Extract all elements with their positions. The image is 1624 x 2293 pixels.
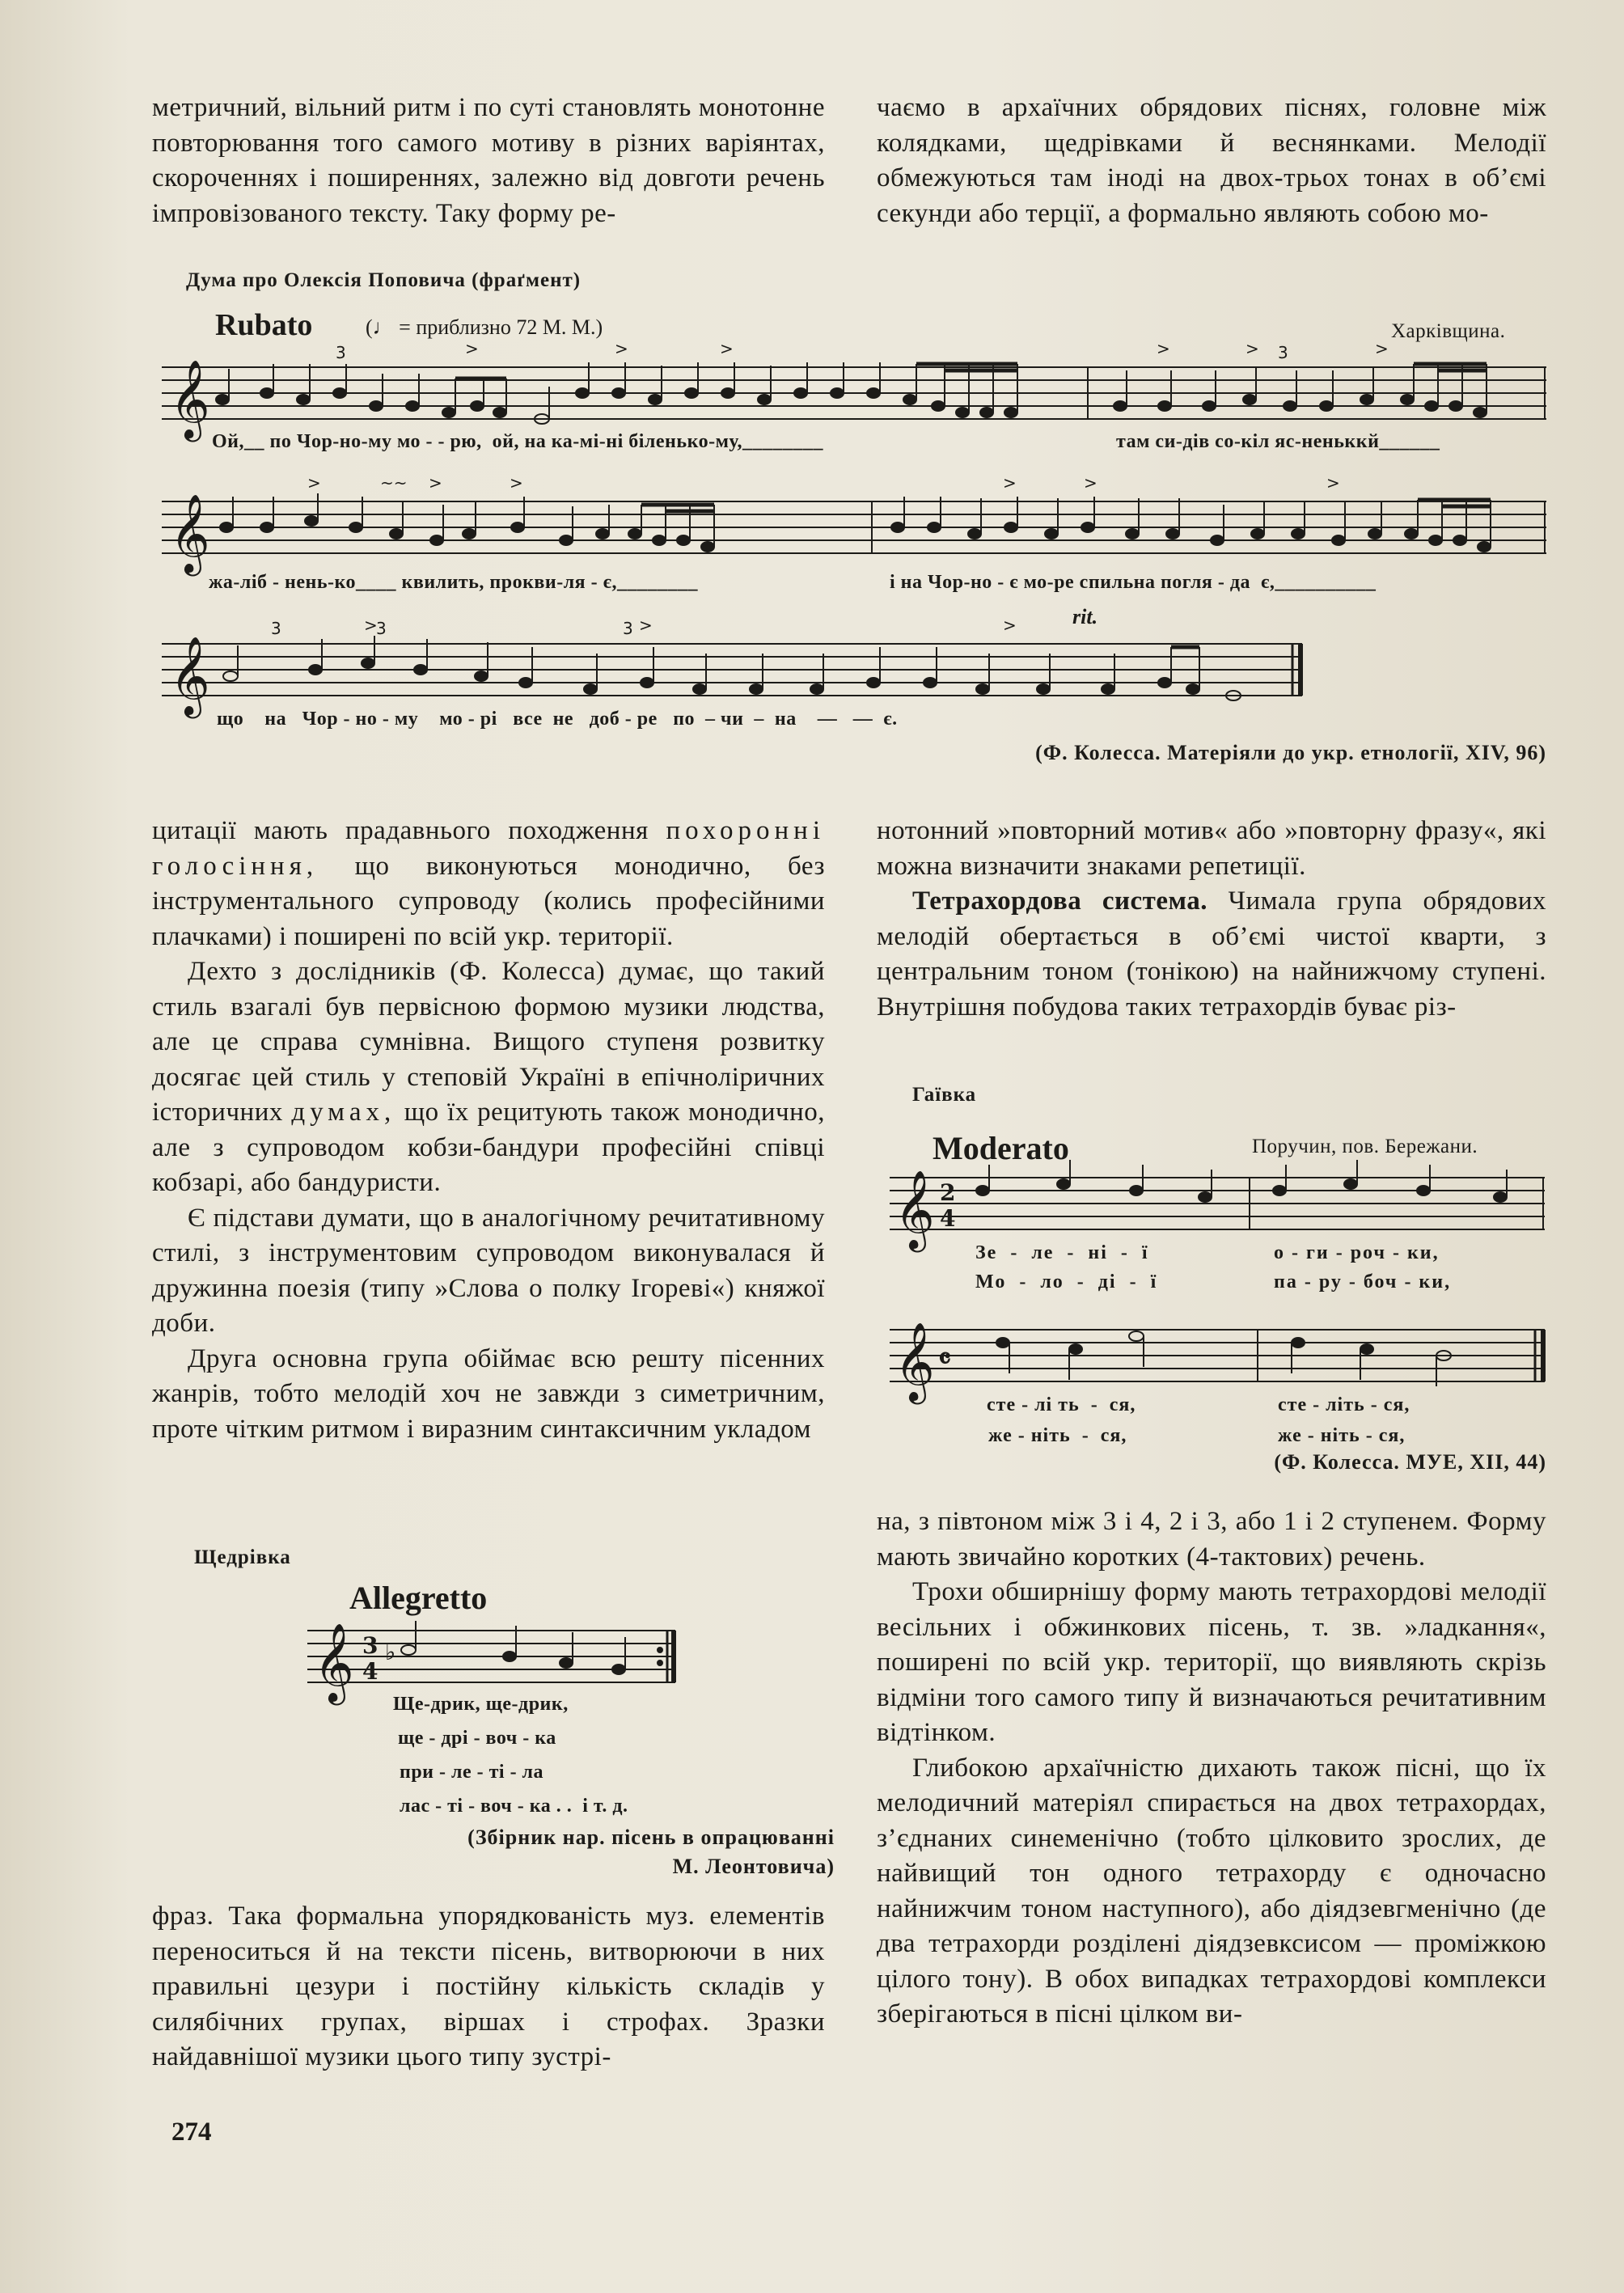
- lyrics-line: Ще-дрик, ще-дрик,: [393, 1694, 569, 1715]
- treble-clef-icon: 𝄞: [894, 1322, 935, 1401]
- svg-text:3: 3: [362, 1632, 379, 1659]
- source-line: М. Леонтовича): [672, 1855, 835, 1878]
- svg-text:3: 3: [336, 343, 346, 362]
- text: що їх рецитують також монодично, але з супроводом кобзи-бандури професійні співці кобзарі, або бандуристи.: [152, 1098, 826, 1197]
- svg-text:>: >: [1375, 339, 1389, 358]
- svg-text:>: >: [720, 339, 734, 358]
- paragraph: [152, 814, 825, 954]
- svg-text:>: >: [639, 616, 653, 635]
- svg-text:>: >: [1157, 339, 1170, 358]
- source-citation: [243, 1823, 835, 1881]
- treble-clef-icon: 𝄞: [170, 493, 210, 573]
- paragraph: фраз. Така формальна упорядкованість муз. елементів переноситься й на тексти пісень, витворюючи в них правильні цезури і постійну кількість складів у силябічних групах, віршах і строфах. Зразки найдавнішої музики цього типу зустрі-: [152, 1902, 825, 2071]
- lyrics-line: па - ру - боч - ки,: [1274, 1271, 1452, 1292]
- paren: (: [366, 315, 373, 339]
- svg-text:3: 3: [1278, 343, 1288, 362]
- music-example-caption: Гаївка: [912, 1084, 977, 1106]
- paragraph: [152, 954, 825, 1201]
- lyrics-line: і на Чор-но - є мо-ре спильна погля - да є,__________: [890, 572, 1377, 593]
- tempo-marking: Allegretto: [349, 1580, 488, 1616]
- lyrics-line: Ой,__ по Чор-но-му мо - - рю, ой, на ка-мі-ні біленько-му,________: [212, 431, 824, 452]
- left-bottom-text-block: [152, 1899, 825, 2075]
- tempo-marking: Rubato: [215, 308, 313, 342]
- tempo-marking: Moderato: [933, 1130, 1069, 1166]
- text: Друга основна група обіймає всю решту пісенних жанрів, тобто мелодій хоч не завжди з симетричним, проте чітким ритмом і виразним синтаксичним укладом: [152, 1343, 825, 1444]
- top-right-text-block: [877, 91, 1546, 231]
- treble-clef-icon: 𝄞: [170, 636, 210, 715]
- music-staff: [162, 473, 1546, 573]
- paragraph: [877, 1751, 1546, 2033]
- lyrics-line: Зе - ле - ні - ї: [975, 1242, 1149, 1263]
- tempo-detail: [366, 315, 603, 340]
- lyrics-line: там си-дів со-кіл яс-неньккй______: [1116, 431, 1440, 452]
- paragraph: [877, 884, 1546, 1025]
- paragraph: на, з півтоном між 3 і 4, 2 і 3, або 1 і 2 ступенем. Форму мають звичайно коротких (4-тактових) речень.: [877, 1507, 1546, 1572]
- svg-text:>: >: [1245, 339, 1259, 358]
- text: Глибокою архаїчністю дихають також пісні, що їх мелодичний матеріял спирається на двох тетрахордах, з’єднаних синеменічно (тобто цілковито зрослих, де найвищий тон одного тетрахорду є одночасно найнижчим тоном наступного), або діядзевгменічно (де два тетрахорди розділені діядзевксисом — проміжкою цілого тону). В обох випадках тетрахордові комплекси зберігаються в пісні цілком ви-: [877, 1753, 1546, 2029]
- text: цитації мають прадавнього походження: [152, 816, 649, 845]
- treble-clef-icon: 𝄞: [170, 359, 210, 438]
- metronome-text: = приблизно 72 М. М.): [399, 315, 603, 339]
- music-example-caption: Щедрівка: [194, 1546, 291, 1568]
- svg-text:3: 3: [271, 619, 281, 638]
- svg-text:>: >: [429, 473, 442, 493]
- text: Трохи обширнішу форму мають тетрахордові мелодії весільних і обжинкових пісень, т. зв. »ладкання«, поширені по всій укр. території, що виявляють скрізь відміни того самого типу й визначаються речитативним відтінком.: [877, 1577, 1546, 1747]
- music-staff: [307, 1618, 679, 1702]
- svg-text:>: >: [615, 339, 628, 358]
- emphasized-term: похоронні голосіння,: [152, 816, 826, 881]
- region-label: Харківщина.: [1391, 320, 1506, 342]
- svg-text:𝄴: 𝄴: [938, 1342, 952, 1376]
- lyrics-line: о - ги - роч - ки,: [1274, 1242, 1440, 1263]
- text: що виконуються монодично, без інструментального супроводу (колись професійними плачками) і поширені по всій укр. території.: [152, 851, 825, 951]
- right-middle-text-block: [877, 814, 1546, 1025]
- svg-text:4: 4: [362, 1658, 379, 1685]
- svg-text:>: >: [1326, 473, 1340, 493]
- section-heading: Тетрахордова система.: [912, 886, 1207, 916]
- lyrics-line: лас - ті - воч - ка . . і т. д.: [400, 1796, 628, 1817]
- lyrics-line: що на Чор - но - му мо - рі все не доб - ре по – чи – на — — є.: [217, 709, 898, 730]
- paragraph: метричний, вільний ритм і по суті становлять монотонне повторювання того самого мотиву в різних варіянтах, скороченнях і поширеннях, залежно від довготи речень імпровізованого тексту. Таку форму ре-: [152, 93, 825, 228]
- text: Чимала група обрядових мелодій обертається в об’ємі чистої кварти, з центральним тоном (тонікою) на найнижчому ступені. Внутрішня побудова таких тетрахордів буває різ-: [877, 886, 1546, 1022]
- svg-text:3: 3: [376, 619, 387, 638]
- source-citation: (Ф. Колесса. Матеріяли до укр. етнології, XIV, 96): [1035, 741, 1546, 764]
- paragraph: чаємо в архаїчних обрядових піснях, головне між колядками, щедрівками й веснянками. Мелодії обмежуються там іноді на двох-трьох тонах в об’ємі секунди або терції, а формально являють собою мо-: [877, 93, 1546, 228]
- paragraph: [152, 1201, 825, 1342]
- lyrics-line: сте - літь - ся,: [1278, 1394, 1410, 1415]
- lyrics-line: ще - дрі - воч - ка: [398, 1728, 556, 1749]
- svg-text:3: 3: [623, 619, 633, 638]
- paragraph: [152, 1342, 825, 1448]
- treble-clef-icon: 𝄞: [894, 1170, 935, 1249]
- quarter-note-icon: ♩: [372, 315, 394, 339]
- text: Є підстави думати, що в аналогічному речитативному стилі, з інструментовим супроводом виконувалася й дружинна поезія (типу »Слова о полку Ігореві«) княжої доби.: [152, 1203, 825, 1338]
- page-number: 274: [171, 2117, 212, 2147]
- svg-text:>: >: [510, 473, 523, 493]
- lyrics-line: же - ніть - ся,: [988, 1425, 1127, 1446]
- lyrics-line: жа-ліб - нень-ко____ квилить, прокви-ля - є,________: [209, 572, 699, 593]
- right-bottom-text-block: [877, 1504, 1546, 2033]
- paragraph: нотонний »повторний мотив« або »повторну фразу«, які можна визначити знаками репетиції.: [877, 816, 1546, 881]
- region-label: Поручин, пов. Бережани.: [1252, 1136, 1478, 1157]
- source-citation: (Ф. Колесса. МУЕ, XII, 44): [1274, 1450, 1546, 1474]
- svg-text:>: >: [364, 616, 378, 635]
- svg-text:>: >: [1003, 616, 1017, 635]
- music-staff: [890, 1165, 1546, 1249]
- paragraph: [877, 1575, 1546, 1751]
- ritardando-marking: rit.: [1072, 605, 1098, 628]
- treble-clef-icon: 𝄞: [314, 1622, 354, 1702]
- top-left-text-block: [152, 91, 825, 231]
- left-middle-text-block: [152, 814, 825, 1447]
- music-staff: [890, 1317, 1546, 1401]
- text: Дехто з дослідників (Ф. Колесса) думає, що такий стиль взагалі був первісною формою музики людства, але це справа сумнівна. Вищого ступеня розвитку досягає цей стиль у степовій Україні в епічноліричних історичних: [152, 957, 825, 1127]
- lyrics-line: сте - лі ть - ся,: [987, 1394, 1136, 1415]
- svg-text:>: >: [1003, 473, 1017, 493]
- lyrics-line: при - ле - ті - ла: [400, 1762, 544, 1783]
- source-line: (Збірник нар. пісень в опрацюванні: [467, 1826, 835, 1849]
- svg-text:~~: ~~: [380, 473, 408, 493]
- svg-text:♭: ♭: [385, 1639, 396, 1665]
- music-staff: [162, 339, 1546, 438]
- svg-text:4: 4: [940, 1205, 956, 1232]
- svg-text:>: >: [1084, 473, 1097, 493]
- lyrics-line: же - ніть - ся,: [1278, 1425, 1406, 1446]
- emphasized-term: думах,: [291, 1098, 396, 1127]
- svg-text:>: >: [307, 473, 321, 493]
- music-example-caption: Дума про Олексія Поповича (фраґмент): [186, 269, 582, 291]
- svg-text:2: 2: [940, 1179, 956, 1206]
- svg-text:>: >: [465, 339, 479, 358]
- lyrics-line: Мо - ло - ді - ї: [975, 1271, 1158, 1292]
